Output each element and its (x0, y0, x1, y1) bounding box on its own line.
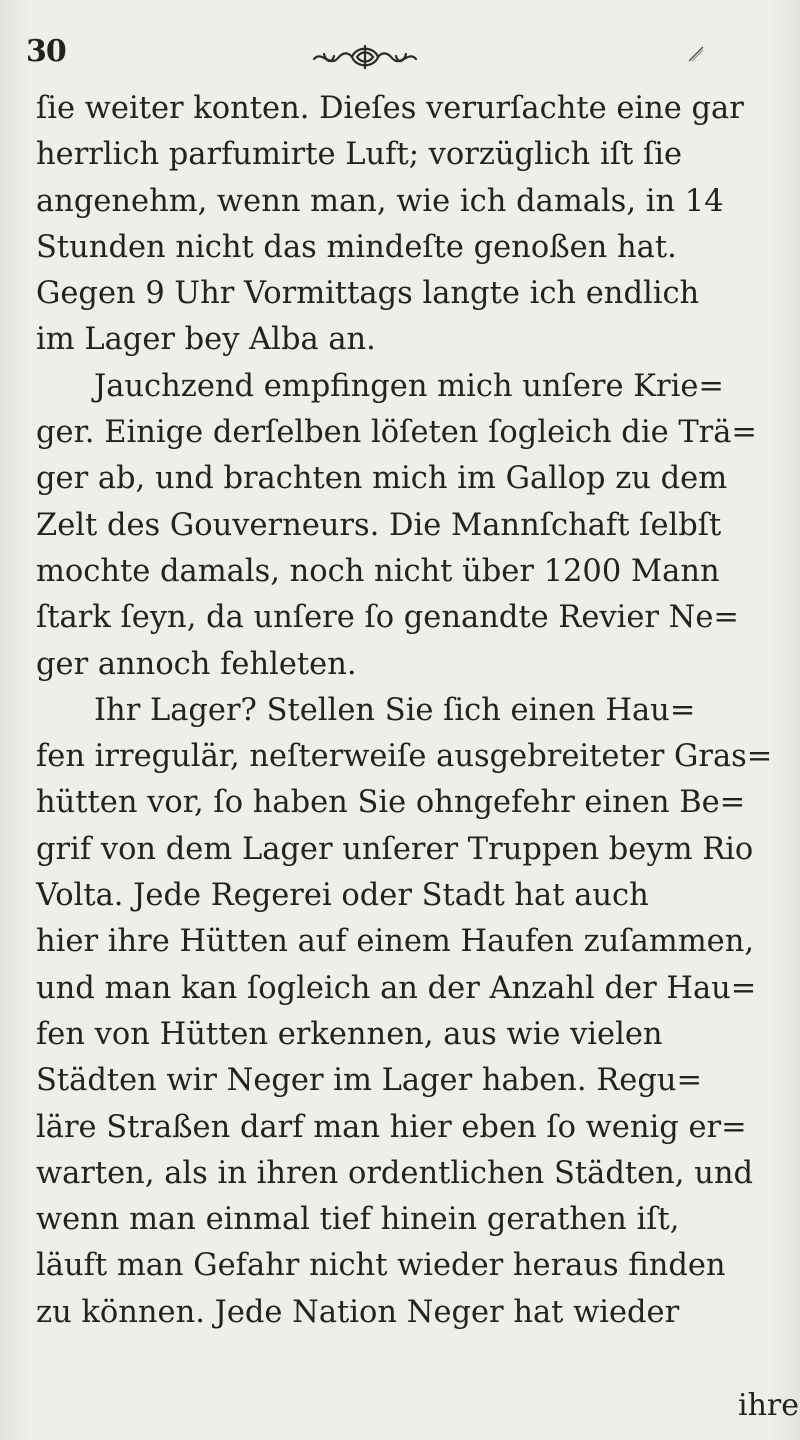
catchword: ihre (738, 1388, 800, 1423)
text-line: hier ihre Hütten auf einem Haufen zuſammen, (36, 924, 755, 960)
text-line: wenn man einmal tief hinein gerathen iſt, (36, 1202, 680, 1238)
text-line: ger ab, und brachten mich im Gallop zu dem (36, 461, 728, 497)
printers-ornament-icon (310, 42, 420, 72)
text-line: mochte damals, noch nicht über 1200 Mann (36, 553, 720, 589)
text-line: Volta. Jede Regerei oder Stadt hat auch (36, 878, 649, 914)
text-line: läuft man Gefahr nicht wieder heraus finden (36, 1248, 726, 1284)
page-number: 30 (26, 34, 66, 69)
text-line: ſie weiter konten. Dieſes verurſachte eine gar (36, 91, 744, 126)
text-line: hütten vor, ſo haben Sie ohngefehr einen Be= (36, 785, 746, 821)
text-line: läre Straßen darf man hier eben ſo wenig er= (36, 1109, 747, 1145)
text-line: und man kan ſogleich an der Anzahl der Hau= (36, 970, 757, 1006)
paragraph-start-line: Jauchzend empfingen mich unſere Krie= (94, 368, 724, 404)
text-line: Städten wir Neger im Lager haben. Regu= (36, 1063, 703, 1099)
text-line: ger. Einige derſelben löſeten ſogleich die Trä= (36, 415, 757, 451)
text-line: angenehm, wenn man, wie ich damals, in 14 (36, 183, 724, 219)
text-line: im Lager bey Alba an. (36, 322, 376, 358)
text-line: herrlich parfumirte Luft; vorzüglich iſt ſie (36, 137, 683, 173)
text-line: fen von Hütten erkennen, aus wie vielen (36, 1016, 663, 1052)
paragraph-start-line: Ihr Lager? Stellen Sie ſich einen Hau= (94, 692, 696, 728)
text-line: Gegen 9 Uhr Vormittags langte ich endlich (36, 276, 700, 312)
text-line: warten, als in ihren ordentlichen Städten, und (36, 1155, 754, 1191)
text-line: zu können. Jede Nation Neger hat wieder (36, 1294, 680, 1330)
text-line: grif von dem Lager unſerer Truppen beym Rio (36, 831, 754, 867)
text-line: ſtark ſeyn, da unſere ſo genandte Revier Ne= (36, 600, 739, 636)
body-text (36, 86, 781, 1336)
text-line: fen irregulär, neſterweiſe ausgebreiteter Gras= (36, 739, 773, 775)
text-line: Zelt des Gouverneurs. Die Mannſchaft ſelbſt (36, 507, 722, 543)
ink-stroke-mark (686, 44, 706, 64)
text-line: Stunden nicht das mindeſte genoßen hat. (36, 229, 677, 265)
text-line: ger annoch fehleten. (36, 646, 357, 682)
